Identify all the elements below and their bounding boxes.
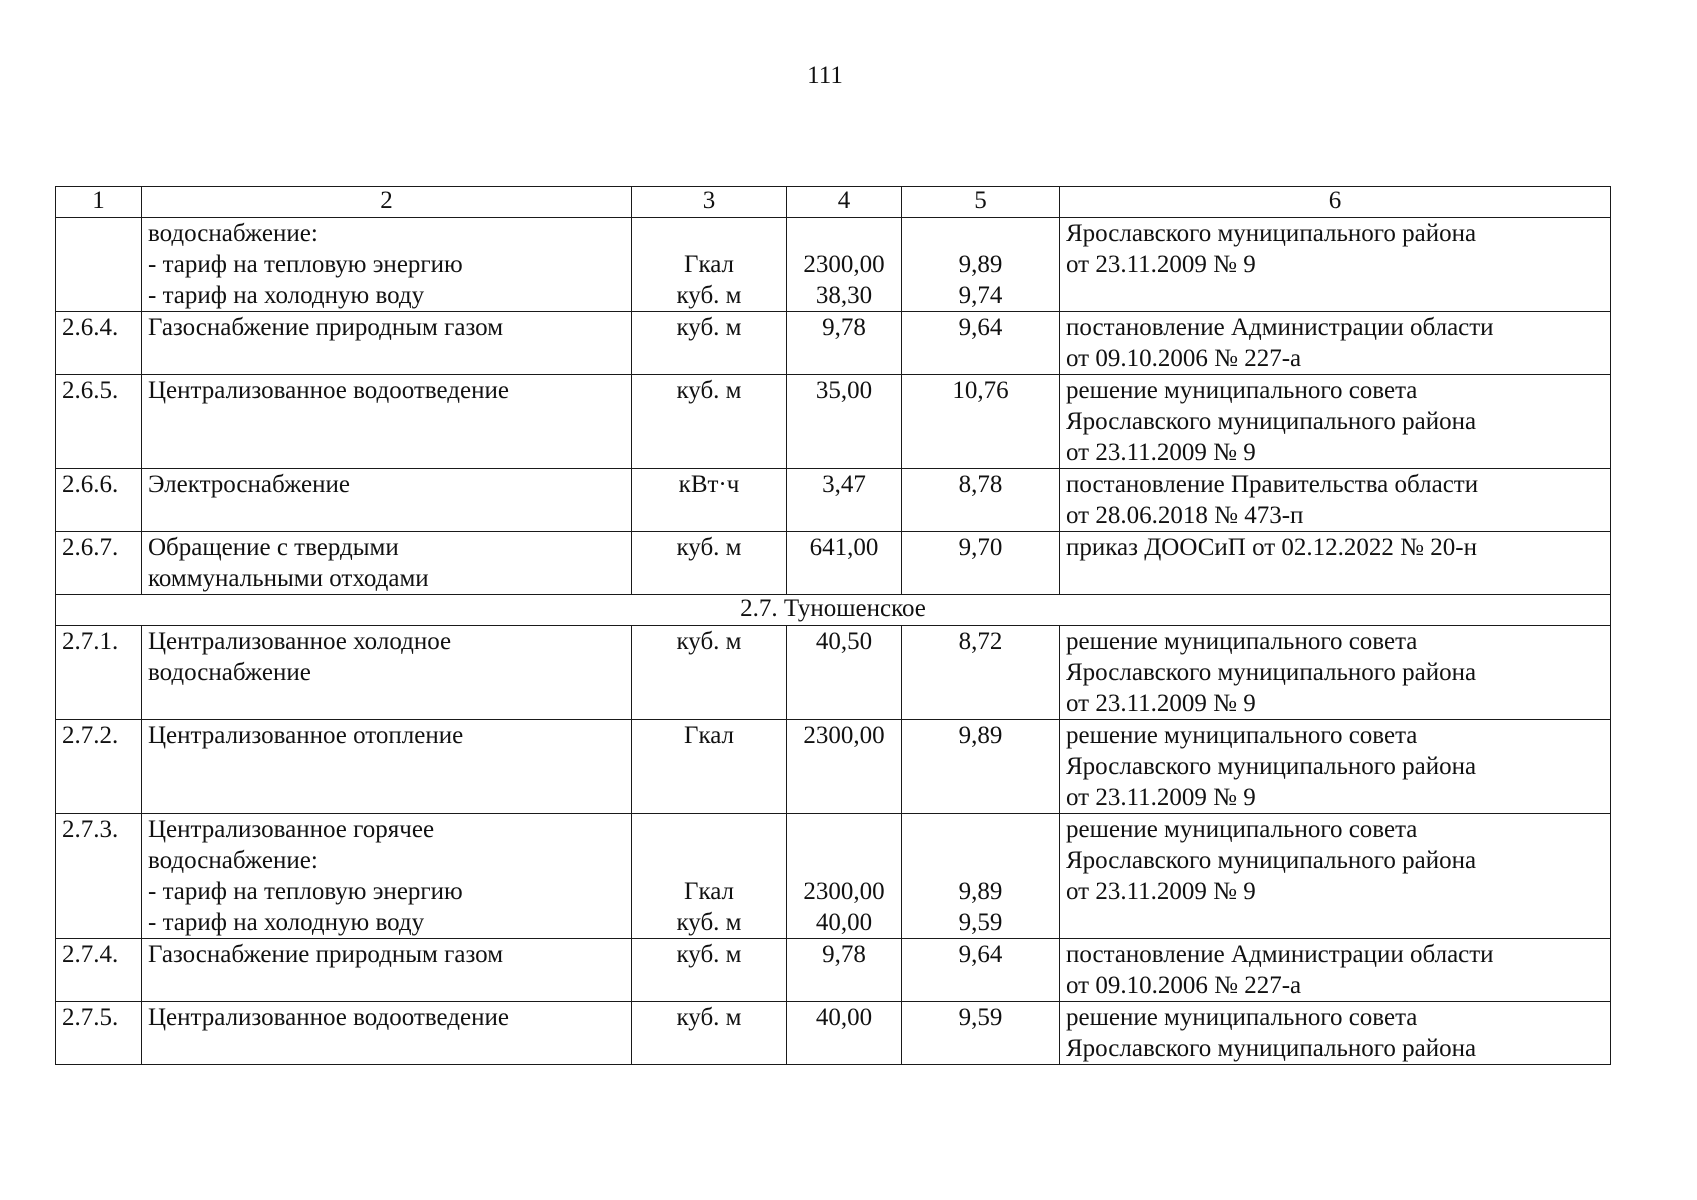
- cell-value: 9,59: [958, 1004, 1003, 1031]
- cell-line: постановление Правительства области: [1066, 471, 1479, 498]
- table-row: [56, 218, 1611, 312]
- unit: [632, 939, 787, 1002]
- cell-line: водоснабжение: [148, 659, 311, 686]
- cell-line: решение муниципального совета: [1066, 628, 1418, 655]
- cell-line: Централизованное отопление: [148, 722, 464, 749]
- cell-value: 2300,00: [803, 722, 885, 749]
- cell-line: от 23.11.2009 № 9: [1066, 690, 1256, 717]
- cell-line: Ярославского муниципального района: [1066, 659, 1477, 686]
- cell-line: Обращение с твердыми: [148, 534, 399, 561]
- cell-line: от 23.11.2009 № 9: [1066, 784, 1256, 811]
- cell-value: куб. м: [676, 377, 742, 404]
- cell-value: 2.7.4.: [62, 941, 119, 968]
- table-row: [56, 939, 1611, 1002]
- unit: [632, 814, 787, 939]
- cell-line: Гкал: [683, 251, 734, 278]
- table-row: [56, 1002, 1611, 1065]
- service-name: [142, 312, 632, 375]
- cell-line: коммунальными отходами: [148, 565, 429, 592]
- cell-value: 9,64: [958, 314, 1003, 341]
- cell-value: 8,78: [958, 471, 1003, 498]
- table-row: [56, 375, 1611, 469]
- cell-value: куб. м: [676, 314, 742, 341]
- cell-value: кВт·ч: [678, 471, 740, 498]
- column-header: 4: [787, 187, 902, 218]
- cell-line: 2300,00: [803, 878, 885, 905]
- cell-value: 641,00: [809, 534, 879, 561]
- cell-value: 2.7.5.: [62, 1004, 119, 1031]
- row-number: [56, 218, 142, 312]
- cell-line: Ярославского муниципального района: [1066, 753, 1477, 780]
- page-number: 111: [807, 62, 843, 89]
- cell-value: 35,00: [815, 377, 873, 404]
- cell-line: куб. м: [676, 909, 742, 936]
- row-number: [56, 469, 142, 532]
- cell-value: 9,89: [958, 722, 1003, 749]
- unit: [632, 532, 787, 595]
- service-name: [142, 814, 632, 939]
- cell-line: Ярославского муниципального района: [1066, 220, 1477, 247]
- cell-value: куб. м: [676, 941, 742, 968]
- cell-value: 40,50: [815, 628, 873, 655]
- cell-value: 10,76: [952, 377, 1009, 404]
- cell-value: 2.6.7.: [62, 534, 119, 561]
- cell-value: 40,00: [815, 1004, 873, 1031]
- unit: [632, 312, 787, 375]
- growth-index: [902, 626, 1060, 720]
- unit: [632, 720, 787, 814]
- legal-basis: [1060, 626, 1611, 720]
- tariff-value: [787, 218, 902, 312]
- unit: [632, 469, 787, 532]
- growth-index: [902, 375, 1060, 469]
- cell-line: Газоснабжение природным газом: [148, 941, 504, 968]
- unit: [632, 218, 787, 312]
- tariff-value: [787, 532, 902, 595]
- tariff-value: [787, 939, 902, 1002]
- row-number: [56, 939, 142, 1002]
- service-name: [142, 1002, 632, 1065]
- cell-line: Ярославского муниципального района: [1066, 847, 1477, 874]
- growth-index: [902, 720, 1060, 814]
- cell-value: куб. м: [676, 1004, 742, 1031]
- cell-line: Централизованное водоотведение: [148, 377, 509, 404]
- cell-value: 2.6.6.: [62, 471, 119, 498]
- cell-line: Электроснабжение: [148, 471, 350, 498]
- cell-line: [793, 814, 895, 845]
- column-header: 3: [632, 187, 787, 218]
- cell-line: Гкал: [683, 878, 734, 905]
- cell-line: куб. м: [676, 282, 742, 309]
- row-number: [56, 814, 142, 939]
- table-row: [56, 469, 1611, 532]
- legal-basis: [1060, 939, 1611, 1002]
- unit: [632, 375, 787, 469]
- cell-line: 9,89: [958, 878, 1003, 905]
- table-row: [56, 814, 1611, 939]
- cell-line: от 09.10.2006 № 227-а: [1066, 972, 1302, 999]
- growth-index: [902, 218, 1060, 312]
- row-number: [56, 720, 142, 814]
- cell-line: 9,59: [958, 909, 1003, 936]
- cell-line: Газоснабжение природным газом: [148, 314, 504, 341]
- table-row: [56, 626, 1611, 720]
- cell-line: от 23.11.2009 № 9: [1066, 439, 1256, 466]
- cell-line: - тариф на холодную воду: [148, 282, 425, 309]
- cell-line: [638, 814, 780, 845]
- cell-line: решение муниципального совета: [1066, 722, 1418, 749]
- cell-value: 2.7.2.: [62, 722, 119, 749]
- cell-line: постановление Администрации области: [1066, 941, 1494, 968]
- cell-value: 2.6.4.: [62, 314, 119, 341]
- cell-line: Централизованное холодное: [148, 628, 452, 655]
- cell-line: от 09.10.2006 № 227-а: [1066, 345, 1302, 372]
- growth-index: [902, 532, 1060, 595]
- cell-line: [638, 218, 780, 249]
- cell-value: 9,64: [958, 941, 1003, 968]
- column-header: 2: [142, 187, 632, 218]
- cell-line: Централизованное водоотведение: [148, 1004, 509, 1031]
- cell-line: [793, 218, 895, 249]
- legal-basis: [1060, 469, 1611, 532]
- cell-line: 38,30: [815, 282, 873, 309]
- cell-line: 40,00: [815, 909, 873, 936]
- legal-basis: [1060, 312, 1611, 375]
- cell-value: 9,70: [958, 534, 1003, 561]
- cell-line: решение муниципального совета: [1066, 377, 1418, 404]
- cell-line: Централизованное горячее: [148, 816, 435, 843]
- row-number: [56, 626, 142, 720]
- cell-line: - тариф на тепловую энергию: [148, 251, 463, 278]
- row-number: [56, 532, 142, 595]
- growth-index: [902, 469, 1060, 532]
- growth-index: [902, 814, 1060, 939]
- legal-basis: [1060, 218, 1611, 312]
- tariff-table: [55, 186, 1611, 1065]
- cell-line: 2300,00: [803, 251, 885, 278]
- cell-line: Ярославского муниципального района: [1066, 1035, 1477, 1062]
- cell-line: [908, 218, 1053, 249]
- table-row: [56, 720, 1611, 814]
- section-title: [56, 595, 1611, 626]
- growth-index: [902, 939, 1060, 1002]
- tariff-value: [787, 469, 902, 532]
- cell-value: 9,78: [822, 314, 866, 341]
- tariff-value: [787, 626, 902, 720]
- legal-basis: [1060, 1002, 1611, 1065]
- cell-line: постановление Администрации области: [1066, 314, 1494, 341]
- cell-line: решение муниципального совета: [1066, 1004, 1418, 1031]
- legal-basis: [1060, 814, 1611, 939]
- cell-value: куб. м: [676, 628, 742, 655]
- service-name: [142, 939, 632, 1002]
- cell-value: 2.7.3.: [62, 816, 119, 843]
- legal-basis: [1060, 720, 1611, 814]
- section-row: [56, 595, 1611, 626]
- service-name: [142, 218, 632, 312]
- growth-index: [902, 312, 1060, 375]
- row-number: [56, 312, 142, 375]
- tariff-value: [787, 1002, 902, 1065]
- cell-value: 2.7.1.: [62, 628, 119, 655]
- cell-line: от 23.11.2009 № 9: [1066, 878, 1256, 905]
- column-header: 6: [1060, 187, 1611, 218]
- column-header: 5: [902, 187, 1060, 218]
- cell-line: [638, 845, 780, 876]
- cell-value: 2.7. Туношенское: [740, 595, 926, 622]
- cell-line: приказ ДООСиП от 02.12.2022 № 20-н: [1066, 534, 1477, 561]
- service-name: [142, 375, 632, 469]
- growth-index: [902, 1002, 1060, 1065]
- cell-line: Ярославского муниципального района: [1066, 408, 1477, 435]
- cell-line: 9,74: [958, 282, 1003, 309]
- cell-value: 3,47: [822, 471, 866, 498]
- tariff-value: [787, 312, 902, 375]
- cell-line: [908, 845, 1053, 876]
- row-number: [56, 1002, 142, 1065]
- cell-line: решение муниципального совета: [1066, 816, 1418, 843]
- cell-line: [793, 845, 895, 876]
- legal-basis: [1060, 532, 1611, 595]
- service-name: [142, 720, 632, 814]
- cell-value: Гкал: [683, 722, 734, 749]
- service-name: [142, 626, 632, 720]
- unit: [632, 626, 787, 720]
- cell-line: [908, 814, 1053, 845]
- tariff-value: [787, 720, 902, 814]
- legal-basis: [1060, 375, 1611, 469]
- cell-value: 2.6.5.: [62, 377, 119, 404]
- cell-line: водоснабжение:: [148, 847, 318, 874]
- unit: [632, 1002, 787, 1065]
- table-header-row: [56, 187, 1611, 218]
- cell-line: водоснабжение:: [148, 220, 318, 247]
- service-name: [142, 469, 632, 532]
- service-name: [142, 532, 632, 595]
- cell-line: - тариф на холодную воду: [148, 909, 425, 936]
- cell-value: куб. м: [676, 534, 742, 561]
- column-header: 1: [56, 187, 142, 218]
- cell-line: - тариф на тепловую энергию: [148, 878, 463, 905]
- cell-value: 8,72: [958, 628, 1003, 655]
- tariff-value: [787, 814, 902, 939]
- table-row: [56, 312, 1611, 375]
- cell-line: от 23.11.2009 № 9: [1066, 251, 1256, 278]
- tariff-value: [787, 375, 902, 469]
- row-number: [56, 375, 142, 469]
- cell-line: от 28.06.2018 № 473-п: [1066, 502, 1304, 529]
- cell-line: 9,89: [958, 251, 1003, 278]
- table-row: [56, 532, 1611, 595]
- cell-value: 9,78: [822, 941, 866, 968]
